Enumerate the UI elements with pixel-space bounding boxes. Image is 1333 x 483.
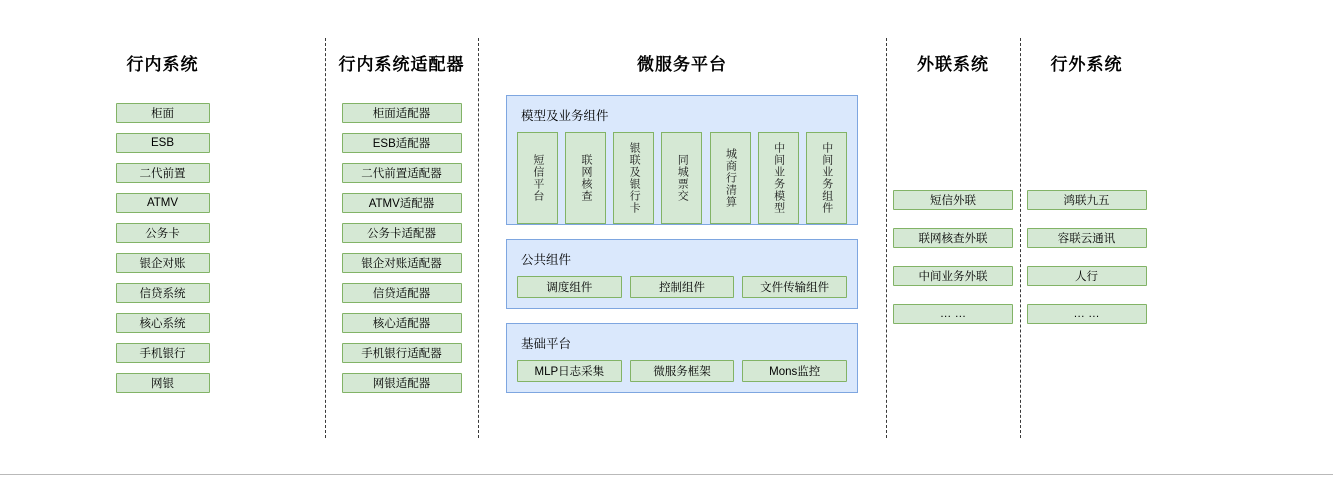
component-box[interactable] — [565, 132, 606, 224]
public-components-row — [517, 276, 847, 298]
panel-public-components — [506, 239, 858, 309]
column-title-out-of-bank-systems: 行外系统 — [1050, 55, 1123, 74]
component-box[interactable] — [806, 132, 847, 224]
component-box[interactable] — [613, 132, 654, 224]
list-item[interactable]: 鸿联九五 — [1027, 190, 1147, 210]
column-title-microservice-platform: 微服务平台 — [637, 55, 727, 74]
list-item[interactable]: ESB适配器 — [342, 133, 462, 153]
microservice-platform-panels — [506, 95, 858, 393]
external-connection-systems-list — [886, 190, 1020, 334]
list-item[interactable]: 手机银行 — [116, 343, 210, 363]
list-item[interactable]: ESB — [116, 133, 210, 153]
list-item[interactable]: 网银适配器 — [342, 373, 462, 393]
column-out-of-bank-systems — [1020, 0, 1333, 334]
list-item[interactable]: ATMV — [116, 193, 210, 213]
list-item[interactable]: 手机银行适配器 — [342, 343, 462, 363]
component-box[interactable]: 控制组件 — [630, 276, 735, 298]
list-item[interactable]: 银企对账适配器 — [342, 253, 462, 273]
list-item[interactable]: 核心系统 — [116, 313, 210, 333]
panel-base-platform — [506, 323, 858, 393]
list-item[interactable]: … … — [893, 304, 1013, 324]
model-business-components-row — [517, 132, 847, 224]
list-item[interactable]: 人行 — [1027, 266, 1147, 286]
component-box[interactable]: 调度组件 — [517, 276, 622, 298]
list-item[interactable]: 网银 — [116, 373, 210, 393]
list-item[interactable]: 短信外联 — [893, 190, 1013, 210]
list-item[interactable]: 二代前置 — [116, 163, 210, 183]
list-item[interactable]: 公务卡适配器 — [342, 223, 462, 243]
component-box[interactable] — [758, 132, 799, 224]
list-item[interactable]: 中间业务外联 — [893, 266, 1013, 286]
list-item[interactable]: 柜面适配器 — [342, 103, 462, 123]
list-item[interactable]: 二代前置适配器 — [342, 163, 462, 183]
bottom-divider — [0, 474, 1333, 475]
component-box[interactable] — [517, 132, 558, 224]
column-in-bank-adapters — [325, 0, 478, 403]
list-item[interactable]: 联网核查外联 — [893, 228, 1013, 248]
component-label: 中间业务组件 — [820, 142, 833, 214]
list-item[interactable]: 核心适配器 — [342, 313, 462, 333]
component-label: 同城票交 — [676, 154, 689, 202]
list-item[interactable]: 公务卡 — [116, 223, 210, 243]
component-box[interactable]: Mons监控 — [742, 360, 847, 382]
column-microservice-platform — [478, 0, 886, 407]
panel-title-model-business-components: 模型及业务组件 — [521, 109, 609, 123]
list-item[interactable]: … … — [1027, 304, 1147, 324]
panel-title-public-components: 公共组件 — [521, 253, 572, 267]
panel-model-business-components — [506, 95, 858, 225]
in-bank-adapters-list — [325, 103, 478, 403]
component-label: 城商行清算 — [724, 148, 737, 208]
list-item[interactable]: 容联云通讯 — [1027, 228, 1147, 248]
component-label: 联网核查 — [579, 154, 592, 202]
column-title-in-bank-adapters: 行内系统适配器 — [338, 55, 465, 74]
component-box[interactable]: MLP日志采集 — [517, 360, 622, 382]
panel-title-base-platform: 基础平台 — [521, 337, 572, 351]
in-bank-systems-list — [0, 103, 325, 403]
component-label: 银联及银行卡 — [628, 142, 641, 214]
component-box[interactable]: 微服务框架 — [630, 360, 735, 382]
base-platform-row — [517, 360, 847, 382]
column-in-bank-systems — [0, 0, 325, 403]
column-title-in-bank-systems: 行内系统 — [126, 55, 199, 74]
component-box[interactable] — [661, 132, 702, 224]
list-item[interactable]: 银企对账 — [116, 253, 210, 273]
component-box[interactable]: 文件传输组件 — [742, 276, 847, 298]
list-item[interactable]: 柜面 — [116, 103, 210, 123]
list-item[interactable]: 信贷系统 — [116, 283, 210, 303]
column-title-external-connection-systems: 外联系统 — [917, 55, 989, 74]
column-external-connection-systems — [886, 0, 1020, 334]
component-label: 短信平台 — [531, 154, 544, 202]
component-label: 中间业务模型 — [772, 142, 785, 214]
out-of-bank-systems-list — [1020, 190, 1153, 334]
list-item[interactable]: 信贷适配器 — [342, 283, 462, 303]
list-item[interactable]: ATMV适配器 — [342, 193, 462, 213]
component-box[interactable] — [710, 132, 751, 224]
